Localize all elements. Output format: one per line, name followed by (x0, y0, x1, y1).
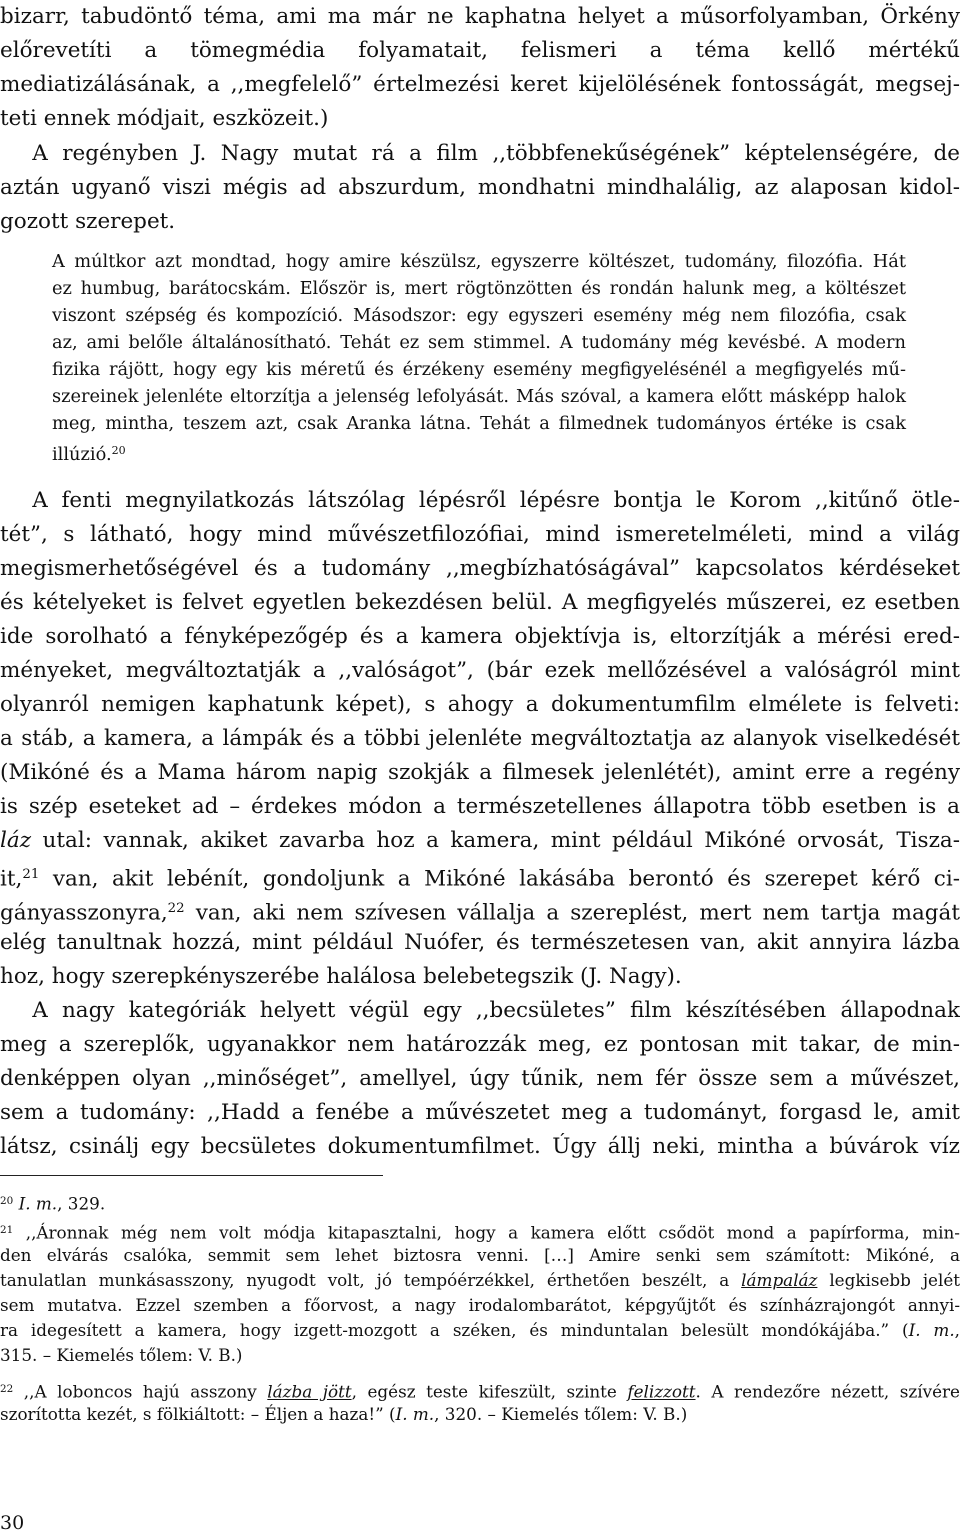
text-line: A nagy kategóriák helyett végül egy ,,becsületes” film készítésében állapodnak (0, 998, 960, 1023)
text-span: van, akit lebénít, gondoljunk a Mikóné lakásába berontó és szerepet kérő ci- (39, 866, 960, 892)
page-number: 30 (0, 1512, 25, 1534)
text-line: gozott szerepet. (0, 209, 176, 234)
text-span: utal: vannak, akiket zavarba hoz a kamera, mint például Mikóné orvosát, Tisza- (31, 828, 960, 853)
text-span: , egész teste kifeszült, szinte (351, 1381, 628, 1402)
footnote-ref[interactable]: 20 (111, 444, 126, 457)
text-span: tanulatlan munkásasszony, nyugodt volt, jó tempóérzékkel, érthetően beszélt, a (0, 1270, 742, 1290)
italic-ref: I. m. (18, 1193, 58, 1214)
italic-ref: I. m. (908, 1320, 955, 1340)
quote-line (52, 438, 906, 468)
text-line (0, 892, 960, 930)
text-span: it, (0, 866, 23, 892)
footnote-number: 20 (0, 1195, 14, 1207)
quote-line: viszont szépség és kompozíció. Másodszor: egy egyszeri esemény még nem filozófia, csak (52, 305, 906, 326)
text-line: és kételyeket is felvet egyetlen bekezdésen belül. A megfigyelés műszerei, ez esetben (0, 590, 960, 615)
italic-ref: I. m. (395, 1404, 435, 1424)
emphasis-term: lámpaláz (741, 1270, 818, 1290)
italic-term: láz (0, 828, 32, 853)
footnote-line: sem mutatva. Ezzel szemben a főorvost, a nagy irodalombarátot, képgyűjtőt és színházrajongót annyi- (0, 1295, 960, 1315)
text-span: . A rendezőre nézett, szívére (695, 1381, 960, 1402)
footnote-line: den elvárás csalóka, semmit sem lehet biztosra venni. […] Amire senki sem számított: Mikóné, a (0, 1245, 960, 1265)
quote-line: szereinek jelenléte eltorzítja a jelenség lefolyását. Más szóval, a kamera előtt másképp halok (52, 386, 906, 407)
footnote-22 (0, 1378, 960, 1404)
text-line: hoz, hogy szerepkényszerébe halálosa belebetegszik (J. Nagy). (0, 964, 682, 989)
text-line: ményeket, megváltoztatják a ,,valóságot”, (bár ezek mellőzésével a valóságról mint (0, 658, 960, 683)
text-span: , 329. (57, 1193, 106, 1214)
text-line: sem a tudomány: ,,Hadd a fenébe a művészetet meg a tudományt, forgasd le, amit (0, 1100, 960, 1125)
text-span: gányasszonyra, (0, 900, 168, 926)
footnote-line: 315. – Kiemelés tőlem: V. B.) (0, 1345, 243, 1365)
text-line: a stáb, a kamera, a lámpák és a többi jelenléte megváltoztatja az alanyok viselkedését (0, 726, 960, 751)
quote-line: az, ami belőle általánosítható. Tehát ez sem stimmel. A tudomány még kevésbé. A modern (52, 332, 906, 353)
text-line (0, 858, 960, 896)
footnote-ref[interactable]: 21 (22, 867, 40, 882)
footnote-number: 22 (0, 1383, 14, 1395)
footnote-number: 21 (0, 1224, 14, 1236)
text-line: A fenti megnyilatkozás látszólag lépésről lépésre bontja le Korom ,,kitűnő ötle- (0, 488, 960, 513)
quote-line-text: illúzió. (52, 444, 112, 466)
text-line: látsz, csinálj egy becsületes dokumentumfilmet. Úgy állj neki, mintha a búvárok víz (0, 1134, 960, 1159)
footnote-separator (0, 1175, 383, 1176)
footnote-20 (0, 1190, 960, 1216)
text-line: elég tanultnak hozzá, mint például Nuófer, és természetesen van, akit annyira lázba (0, 930, 960, 955)
quote-line: fizika rájött, hogy egy kis méretű és érzékeny esemény megfigyelésénél a megfigyelés mű- (52, 359, 906, 380)
footnote-21 (0, 1219, 960, 1245)
text-line: (Mikóné és a Mama három napig szokják a filmesek jelenlétét), amint erre a regény (0, 760, 960, 785)
text-line: tét”, s látható, hogy mind művészetfilozófiai, mind ismeretelméleti, mind a világ (0, 522, 960, 547)
footnote-line (0, 1319, 960, 1343)
emphasis-term: lázba jött (267, 1381, 352, 1402)
text-line: előrevetíti a tömegmédia folyamatait, felismeri a téma kellő mértékű (0, 38, 960, 63)
text-line: megismerhetőségével és a tudomány ,,megbízhatóságával” kapcsolatos kérdéseket (0, 556, 960, 581)
text-line: bizarr, tabudöntő téma, ami ma már ne kaphatna helyet a műsorfolyamban, Örkény (0, 4, 960, 29)
text-line: mediatizálásának, a ,,megfelelő” értelmezési keret kijelölésének fontosságát, megsej- (0, 72, 960, 97)
text-span: ra idegesített a kamera, hogy izgett-mozgott a széken, és minduntalan belesült mondókájába.” ( (0, 1320, 909, 1340)
text-span: van, aki nem szívesen vállalja a szereplést, mert nem tartja magát (184, 900, 960, 926)
text-span: , 320. – Kiemelés tőlem: V. B.) (434, 1404, 688, 1424)
text-line: olyanról nemigen kaphatunk képet), s ahogy a dokumentumfilm elmélete is felveti: (0, 692, 960, 717)
text-line: aztán ugyanő viszi mégis ad abszurdum, mondhatni mindhalálig, az alaposan kidol- (0, 175, 960, 200)
text-line: A regényben J. Nagy mutat rá a film ,,többfenekűségének” képtelenségére, de (0, 141, 960, 166)
emphasis-term: felizzott (627, 1381, 696, 1402)
footnote-line (0, 1403, 960, 1427)
text-span: ,,Áronnak még nem volt módja kitapasztalni, hogy a kamera előtt csődöt mond a papírforma, min- (25, 1222, 960, 1243)
quote-line: meg, mintha, teszem azt, csak Aranka látna. Tehát a filmednek tudományos értéke is csak (52, 413, 906, 434)
quote-line: A múltkor azt mondtad, hogy amire készülsz, egyszerre költészet, tudomány, filozófia. Hát (52, 251, 906, 272)
footnote-line (0, 1269, 960, 1293)
text-line: denképpen olyan ,,minőséget”, amellyel, úgy tűnik, nem fér össze sem a művészet, (0, 1066, 960, 1091)
text-line: is szép eseteket ad – érdekes módon a természetellenes állapotra több esetben is a (0, 794, 960, 819)
footnote-ref[interactable]: 22 (167, 901, 185, 916)
text-line: ide sorolható a fényképezőgép és a kamera objektívja is, eltorzítják a mérési ered- (0, 624, 960, 649)
text-line (0, 824, 960, 858)
text-span: , (954, 1320, 960, 1340)
text-span: szorította kezét, s fölkiáltott: – Éljen a haza!” ( (0, 1404, 396, 1424)
text-span: legkisebb jelét (817, 1270, 960, 1290)
text-line: teti ennek módjait, eszközeit.) (0, 106, 329, 131)
quote-line: ez humbug, barátocskám. Először is, mert rögtönzötten és rondán halunk meg, a költészet (52, 278, 906, 299)
text-line: meg a szereplők, ugyanakkor nem határozzák meg, ez pontosan mit takar, de min- (0, 1032, 960, 1057)
text-span: ,,A loboncos hajú asszony (23, 1381, 268, 1402)
